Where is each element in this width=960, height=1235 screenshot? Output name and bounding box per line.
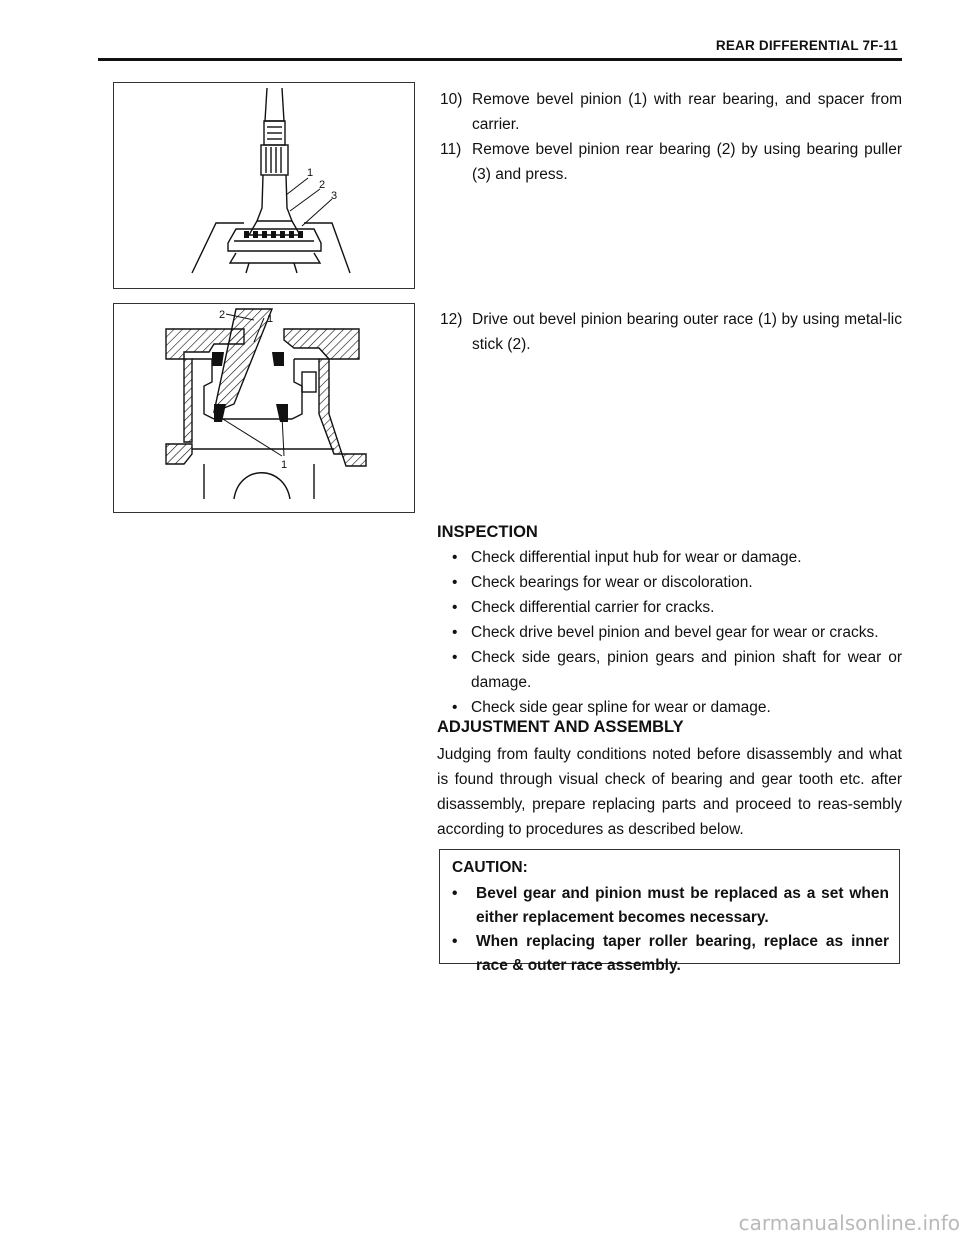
header-rule [98, 58, 902, 61]
caution-item: • When replacing taper roller bearing, replace as inner race & outer race assembly. [452, 930, 889, 978]
inspection-item: • Check drive bevel pinion and bevel gear for wear or cracks. [452, 620, 902, 645]
figure1-callout-3: 3 [331, 190, 338, 202]
adjustment-paragraph: Judging from faulty conditions noted before disassembly and what is found through visual check of bearing and gear tooth etc. after disassembly, prepare replacing parts and proceed to reas-sembly according to procedures as described below. [437, 746, 902, 838]
figure-outer-race-driving-drawing [114, 304, 414, 512]
step-11 [440, 137, 902, 187]
step-number: 10) [440, 91, 463, 108]
inspection-heading: INSPECTION [437, 523, 538, 541]
figure2-callout-2: 2 [219, 309, 226, 321]
figure-bevel-pinion-removal-drawing [114, 83, 414, 288]
inspection-item: • Check side gear spline for wear or damage. [452, 695, 902, 720]
step-text: Remove bevel pinion rear bearing (2) by using bearing puller (3) and press. [472, 141, 902, 183]
figure-bevel-pinion-removal [113, 82, 415, 289]
caution-list [452, 882, 889, 978]
step-10 [440, 87, 902, 137]
inspection-item: • Check differential input hub for wear or damage. [452, 545, 902, 570]
figure2-callout-1-bottom: 1 [281, 459, 288, 471]
page-header-title: REAR DIFFERENTIAL 7F-11 [715, 38, 898, 53]
inspection-item: • Check differential carrier for cracks. [452, 595, 902, 620]
caution-box [439, 849, 900, 974]
step-12 [440, 307, 902, 357]
step-number: 11) [440, 141, 462, 158]
inspection-item: • Check side gears, pinion gears and pinion shaft for wear or damage. [452, 645, 902, 695]
watermark-link[interactable]: carmanualsonline.info [738, 1211, 960, 1235]
figure1-callout-2: 2 [319, 179, 326, 191]
inspection-item: • Check bearings for wear or discoloration. [452, 570, 902, 595]
figure-outer-race-driving [113, 303, 415, 513]
caution-item: • Bevel gear and pinion must be replaced as a set when either replacement becomes necessary. [452, 882, 889, 930]
step-text: Drive out bevel pinion bearing outer race (1) by using metal-lic stick (2). [472, 311, 902, 353]
figure1-callout-1: 1 [307, 167, 314, 179]
step-number: 12) [440, 311, 463, 328]
inspection-list [452, 545, 902, 720]
caution-title: CAUTION: [452, 859, 528, 876]
adjustment-heading: ADJUSTMENT AND ASSEMBLY [437, 718, 684, 736]
figure2-callout-1-top: 1 [267, 313, 274, 325]
step-text: Remove bevel pinion (1) with rear bearing, and spacer from carrier. [472, 91, 902, 133]
